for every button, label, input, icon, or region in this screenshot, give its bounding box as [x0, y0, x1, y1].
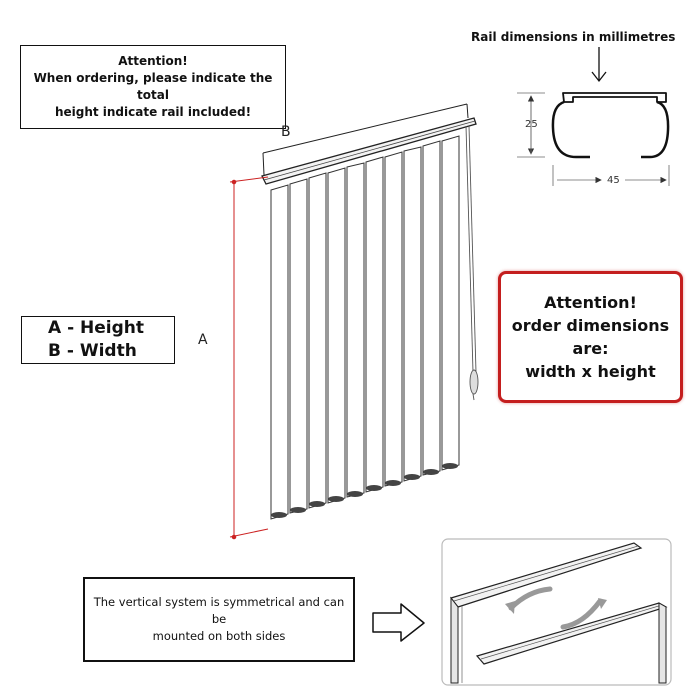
- label-a: A: [198, 332, 208, 348]
- legend-width: B - Width: [48, 341, 137, 361]
- order-text-1: order dimensions: [511, 316, 670, 335]
- rail-dimensions-title: Rail dimensions in millimetres: [471, 30, 676, 44]
- legend-height: A - Height: [48, 318, 145, 338]
- note-line-1: The vertical system is symmetrical and can be: [93, 595, 345, 626]
- attention-text-line-2: height indicate rail included!: [54, 105, 252, 119]
- order-title: Attention!: [544, 293, 637, 312]
- attention-title: Attention!: [118, 54, 188, 68]
- vertical-blind-illustration: [230, 104, 478, 539]
- control-chain: [466, 126, 478, 400]
- label-b: B: [281, 124, 291, 140]
- order-text-3: width x height: [525, 362, 656, 381]
- attention-text-line-1: When ordering, please indicate the total: [33, 71, 273, 102]
- note-line-2: mounted on both sides: [152, 629, 286, 643]
- order-text-2: are:: [572, 339, 609, 358]
- mounting-illustration: [442, 539, 671, 685]
- rail-width-value: 45: [607, 175, 620, 186]
- dimension-line-a: [230, 177, 268, 539]
- rail-height-value: 25: [525, 119, 538, 130]
- rail-cross-section: [517, 47, 669, 186]
- blind-slats: [271, 136, 459, 519]
- outline-arrow-icon: [373, 604, 424, 641]
